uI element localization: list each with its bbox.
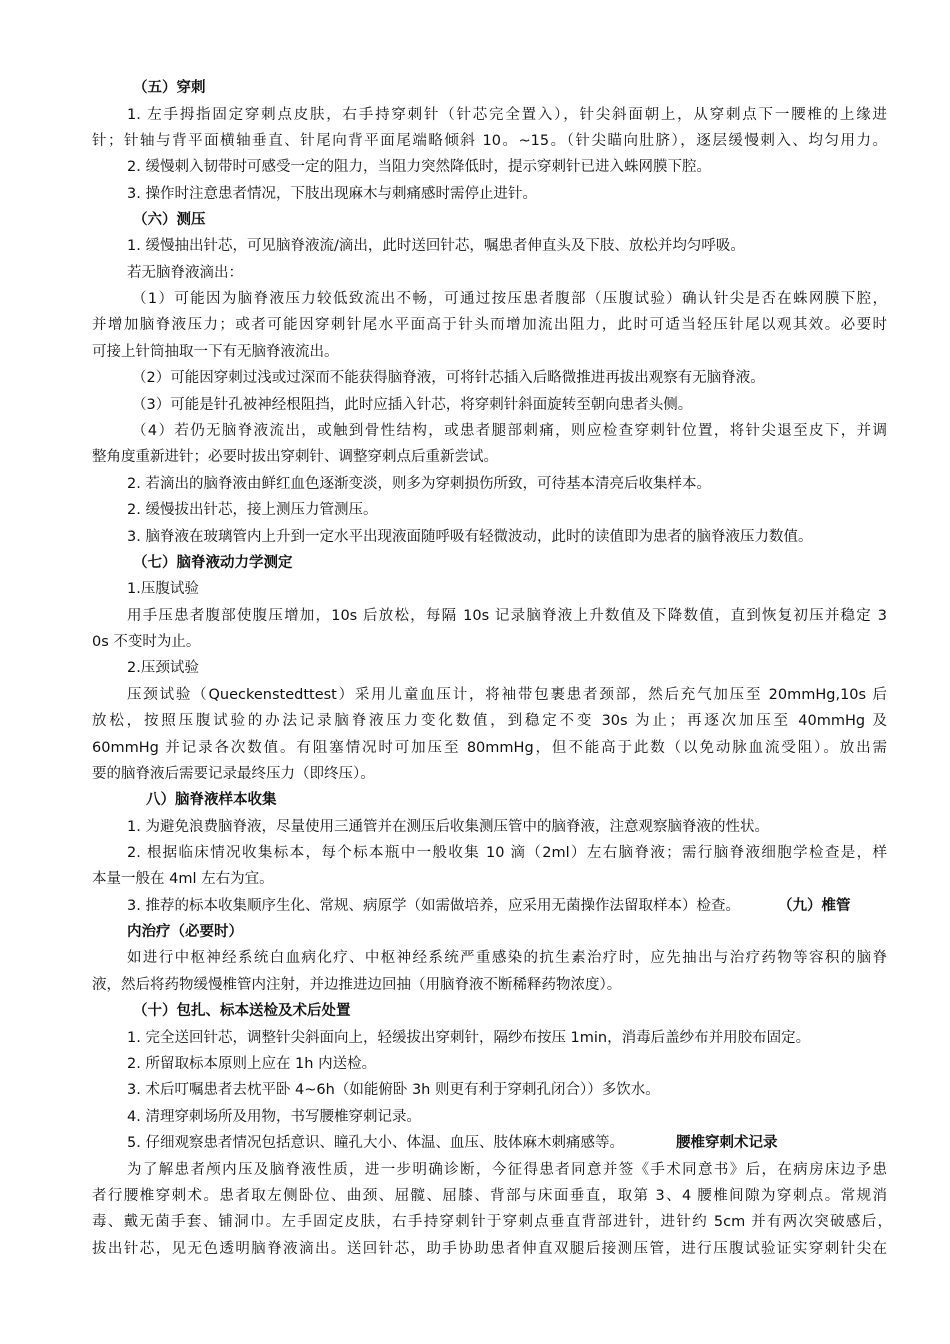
paragraph-line: 毒、戴无菌手套、铺洞巾。左手固定皮肤，右手持穿刺针于穿刺点垂直背部进针，进针约 5cm 并有两次突破感后， (92, 1214, 892, 1230)
paragraph-line: 2. 缓慢拔出针芯，接上测压力管测压。 (127, 502, 378, 518)
subheading-neck-test: 2.压颈试验 (127, 660, 199, 676)
paragraph-line: （2）可能因穿刺过浅或过深而不能获得脑脊液，可将针芯插入后略微推进再拔出观察有无脑脊液。 (132, 370, 765, 386)
section-heading-intrathecal-cont: 内治疗（必要时） (127, 924, 243, 940)
paragraph-line: 2. 所留取标本原则上应在 1h 内送检。 (127, 1056, 377, 1072)
paragraph-line: 液，然后将药物缓慢椎管内注射，并边推进边回抽（用脑脊液不断稀释药物浓度）。 (92, 977, 622, 993)
paragraph-line: 2. 根据临床情况收集标本，每个标本瓶中一般收集 10 滴（2ml）左右脑脊液；需行脑脊液细胞学检查是，样 (127, 845, 887, 861)
paragraph-line: 1. 为避免浪费脑脊液，尽量使用三通管并在测压后收集测压管中的脑脊液，注意观察脑脊液的性状。 (127, 819, 769, 835)
paragraph-line: 本量一般在 4ml 左右为宜。 (92, 871, 274, 887)
paragraph-line: 2. 缓慢刺入韧带时可感受一定的阻力，当阻力突然降低时，提示穿刺针已进入蛛网膜下腔。 (127, 159, 711, 175)
paragraph-line: 若无脑脊液滴出： (127, 265, 243, 281)
paragraph-line: 压颈试验（Queckenstedttest）采用儿童血压计，将袖带包裹患者颈部，然后充气加压至 20mmHg,10s 后 (127, 687, 887, 703)
paragraph-line: 4. 清理穿刺场所及用物，书写腰椎穿刺记录。 (127, 1109, 421, 1125)
paragraph-line: 针；针轴与背平面横轴垂直、针尾向背平面尾端略倾斜 10。~15。（针尖瞄向肚脐），逐层缓慢刺入、均匀用力。 (92, 133, 887, 149)
paragraph-line: 1. 完全送回针芯，调整针尖斜面向上，轻缓拔出穿刺针，隔纱布按压 1min，消毒后盖纱布并用胶布固定。 (127, 1030, 811, 1046)
paragraph-line: 2. 若滴出的脑脊液由鲜红血色逐渐变淡，则多为穿刺损伤所致，可待基本清亮后收集样本。 (127, 476, 711, 492)
section-heading-dynamics: （七）脑脊液动力学测定 (133, 555, 293, 571)
paragraph-line: 拔出针芯，见无色透明脑脊液滴出。送回针芯，助手协助患者伸直双腿后接测压管，进行压腹试验证实穿刺针尖在 (92, 1241, 887, 1257)
paragraph-line: （4）若仍无脑脊液流出，或触到骨性结构，或患者腿部刺痛，则应检查穿刺针位置，将针尖退至皮下，并调 (132, 423, 887, 439)
paragraph-line: 为了解患者颅内压及脑脊液性质，进一步明确诊断，今征得患者同意并签《手术同意书》后，在病房床边予患 (127, 1162, 887, 1178)
paragraph-line: 60mmHg 并记录各次数值。有阻塞情况时可加压至 80mmHg，但不能高于此数（以免动脉血流受阻）。放出需 (92, 740, 887, 756)
paragraph-line: 可接上针筒抽取一下有无脑脊液流出。 (92, 344, 339, 360)
section-heading-aftercare: （十）包扎、标本送检及术后处置 (133, 1003, 351, 1019)
paragraph-line: 5. 仔细观察患者情况包括意识、瞳孔大小、体温、血压、肢体麻木刺痛感等。 (127, 1135, 624, 1151)
paragraph-line: 3. 脑脊液在玻璃管内上升到一定水平出现液面随呼吸有轻微波动，此时的读值即为患者的脑脊液压力数值。 (127, 529, 813, 545)
paragraph-line: （3）可能是针孔被神经根阻挡，此时应插入针芯，将穿刺针斜面旋转至朝向患者头侧。 (132, 397, 693, 413)
paragraph-line: 如进行中枢神经系统白血病化疗、中枢神经系统严重感染的抗生素治疗时，应先抽出与治疗药物等容积的脑脊 (127, 950, 887, 966)
paragraph-line: 3. 操作时注意患者情况，下肢出现麻木与刺痛感时需停止进针。 (127, 186, 537, 202)
section-heading-puncture: （五）穿刺 (133, 80, 206, 96)
paragraph-line: 要的脑脊液后需要记录最终压力（即终压）。 (92, 766, 375, 782)
paragraph-line: 3. 术后叮嘱患者去枕平卧 4~6h（如能俯卧 3h 则更有利于穿刺孔闭合））多饮水。 (127, 1082, 660, 1098)
paragraph-line: （1）可能因为脑脊液压力较低致流出不畅，可通过按压患者腹部（压腹试验）确认针尖是否在蛛网膜下腔， (132, 291, 887, 307)
paragraph-line: 3. 推荐的标本收集顺序生化、常规、病原学（如需做培养，应采用无菌操作法留取样本）检查。 (127, 898, 740, 914)
paragraph-line: 者行腰椎穿刺术。患者取左侧卧位、曲颈、屈髋、屈膝、背部与床面垂直，取第 3、4 腰椎间隙为穿刺点。常规消 (92, 1188, 887, 1204)
section-heading-procedure-record: 腰椎穿刺术记录 (676, 1135, 778, 1151)
section-heading-pressure: （六）测压 (133, 212, 206, 228)
section-heading-sample-collection: 八）脑脊液样本收集 (146, 792, 277, 808)
paragraph-line: 0s 不变时为止。 (92, 634, 201, 650)
paragraph-line: 整角度重新进针；必要时拔出穿刺针、调整穿刺点后重新尝试。 (92, 449, 498, 465)
paragraph-line: 1. 缓慢抽出针芯，可见脑脊液流/滴出，此时送回针芯，嘱患者伸直头及下肢、放松并均匀呼吸。 (127, 238, 745, 254)
section-heading-intrathecal: （九）椎管 (778, 898, 851, 914)
paragraph-line: 并增加脑脊液压力；或者可能因穿刺针尾水平面高于针头而增加流出阻力，此时可适当轻压针尾以观其效。必要时 (92, 317, 887, 333)
paragraph-line: 放松，按照压腹试验的办法记录脑脊液压力变化数值，到稳定不变 30s 为止；再逐次加压至 40mmHg 及 (92, 713, 887, 729)
paragraph-line: 用手压患者腹部使腹压增加，10s 后放松，每隔 10s 记录脑脊液上升数值及下降数值，直到恢复初压并稳定 3 (127, 608, 887, 624)
subheading-abdominal-test: 1.压腹试验 (127, 581, 199, 597)
paragraph-line: 1. 左手拇指固定穿刺点皮肤，右手持穿刺针（针芯完全置入），针尖斜面朝上，从穿刺点下一腰椎的上缘进 (127, 107, 887, 123)
